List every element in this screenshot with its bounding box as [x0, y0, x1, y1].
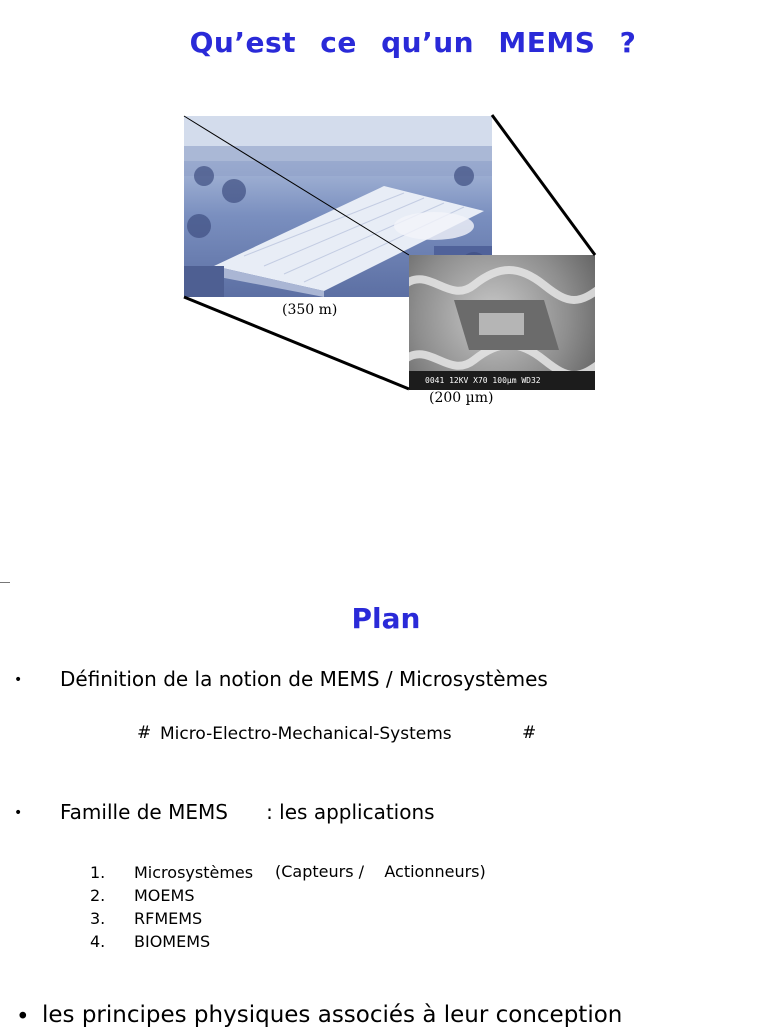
- plan-item-definition: Définition de la notion de MEMS / Microsystèmes: [60, 667, 548, 691]
- hash-right: #: [522, 723, 537, 743]
- list-number: 4.: [90, 932, 106, 951]
- plan-item-family: Famille de MEMS : les applications: [60, 800, 435, 824]
- list-number: 2.: [90, 886, 106, 905]
- slide-title: Qu’est ce qu’un MEMS ?: [189, 26, 637, 59]
- plan-item-principes: les principes physiques associés à leur conception: [42, 1002, 623, 1028]
- scale-label-building: (350 m): [282, 302, 338, 318]
- hash-left: #: [137, 723, 152, 743]
- scale-label-chip: (200 µm): [429, 390, 494, 406]
- definition-expansion: Micro-Electro-Mechanical-Systems: [160, 724, 452, 744]
- bullet-marker: •: [16, 1004, 30, 1030]
- list-item-moems: MOEMS: [134, 886, 195, 905]
- bullet-marker: •: [14, 672, 23, 688]
- plan-title: Plan: [351, 602, 421, 635]
- list-item-microsystemes: Microsystèmes: [134, 863, 254, 882]
- list-number: 1.: [90, 863, 106, 882]
- bullet-marker: •: [14, 805, 23, 821]
- list-item-capteurs-actionneurs: (Capteurs / Actionneurs): [275, 862, 486, 881]
- list-number: 3.: [90, 909, 106, 928]
- list-item-biomems: BIOMEMS: [134, 932, 211, 951]
- chip-caption: 0041 12KV X70 100µm WD32: [425, 376, 541, 385]
- list-item-rfmems: RFMEMS: [134, 909, 203, 928]
- slide-divider: [0, 582, 10, 583]
